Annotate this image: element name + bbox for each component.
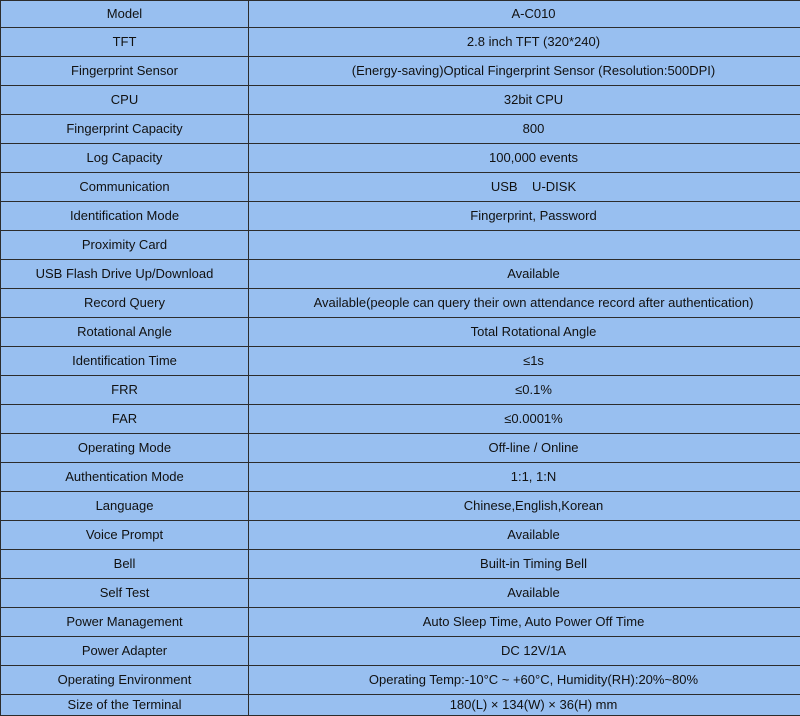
- spec-value: 2.8 inch TFT (320*240): [249, 28, 800, 57]
- table-row: [1, 695, 800, 716]
- spec-label: FAR: [1, 405, 249, 434]
- spec-label: Power Adapter: [1, 637, 249, 666]
- spec-value: Total Rotational Angle: [249, 318, 800, 347]
- spec-label: CPU: [1, 86, 249, 115]
- table-row: [1, 260, 800, 289]
- spec-value: [249, 231, 800, 260]
- spec-label: Operating Mode: [1, 434, 249, 463]
- spec-label: Operating Environment: [1, 666, 249, 695]
- spec-label: Bell: [1, 550, 249, 579]
- table-row: [1, 347, 800, 376]
- spec-label: Power Management: [1, 608, 249, 637]
- spec-label: Voice Prompt: [1, 521, 249, 550]
- table-row: [1, 57, 800, 86]
- spec-value: Fingerprint, Password: [249, 202, 800, 231]
- spec-value: Available: [249, 579, 800, 608]
- table-row: [1, 1, 800, 28]
- spec-label: FRR: [1, 376, 249, 405]
- table-row: [1, 144, 800, 173]
- spec-label: Log Capacity: [1, 144, 249, 173]
- spec-label: Rotational Angle: [1, 318, 249, 347]
- spec-value: Chinese,English,Korean: [249, 492, 800, 521]
- spec-label: Model: [1, 1, 249, 28]
- spec-label: Fingerprint Sensor: [1, 57, 249, 86]
- spec-label: Authentication Mode: [1, 463, 249, 492]
- table-row: [1, 289, 800, 318]
- spec-value: (Energy-saving)Optical Fingerprint Sensor (Resolution:500DPI): [249, 57, 800, 86]
- table-row: [1, 434, 800, 463]
- spec-label: USB Flash Drive Up/Download: [1, 260, 249, 289]
- spec-table-body: [1, 1, 800, 716]
- spec-value: 800: [249, 115, 800, 144]
- table-row: [1, 202, 800, 231]
- spec-value: Built-in Timing Bell: [249, 550, 800, 579]
- spec-label: Identification Mode: [1, 202, 249, 231]
- spec-value: ≤0.0001%: [249, 405, 800, 434]
- spec-value: Off-line / Online: [249, 434, 800, 463]
- spec-label: TFT: [1, 28, 249, 57]
- spec-label: Fingerprint Capacity: [1, 115, 249, 144]
- spec-label: Self Test: [1, 579, 249, 608]
- spec-value: ≤1s: [249, 347, 800, 376]
- spec-value: DC 12V/1A: [249, 637, 800, 666]
- spec-value: 100,000 events: [249, 144, 800, 173]
- spec-value: Available: [249, 521, 800, 550]
- table-row: [1, 173, 800, 202]
- table-row: [1, 550, 800, 579]
- table-row: [1, 405, 800, 434]
- spec-label: Communication: [1, 173, 249, 202]
- table-row: [1, 28, 800, 57]
- spec-value: A-C010: [249, 1, 800, 28]
- spec-value: Auto Sleep Time, Auto Power Off Time: [249, 608, 800, 637]
- table-row: [1, 579, 800, 608]
- spec-value: Available: [249, 260, 800, 289]
- spec-value: 32bit CPU: [249, 86, 800, 115]
- table-row: [1, 666, 800, 695]
- table-row: [1, 231, 800, 260]
- spec-value: USB U-DISK: [249, 173, 800, 202]
- spec-value: ≤0.1%: [249, 376, 800, 405]
- table-row: [1, 86, 800, 115]
- spec-value: Available(people can query their own attendance record after authentication): [249, 289, 800, 318]
- spec-label: Proximity Card: [1, 231, 249, 260]
- table-row: [1, 376, 800, 405]
- spec-label: Record Query: [1, 289, 249, 318]
- table-row: [1, 115, 800, 144]
- table-row: [1, 463, 800, 492]
- table-row: [1, 492, 800, 521]
- spec-label: Size of the Terminal: [1, 695, 249, 716]
- table-row: [1, 318, 800, 347]
- table-row: [1, 521, 800, 550]
- spec-value: 180(L) × 134(W) × 36(H) mm: [249, 695, 800, 716]
- table-row: [1, 608, 800, 637]
- table-row: [1, 637, 800, 666]
- spec-label: Identification Time: [1, 347, 249, 376]
- spec-label: Language: [1, 492, 249, 521]
- spec-value: 1:1, 1:N: [249, 463, 800, 492]
- spec-value: Operating Temp:-10°C ~ +60°C, Humidity(RH):20%~80%: [249, 666, 800, 695]
